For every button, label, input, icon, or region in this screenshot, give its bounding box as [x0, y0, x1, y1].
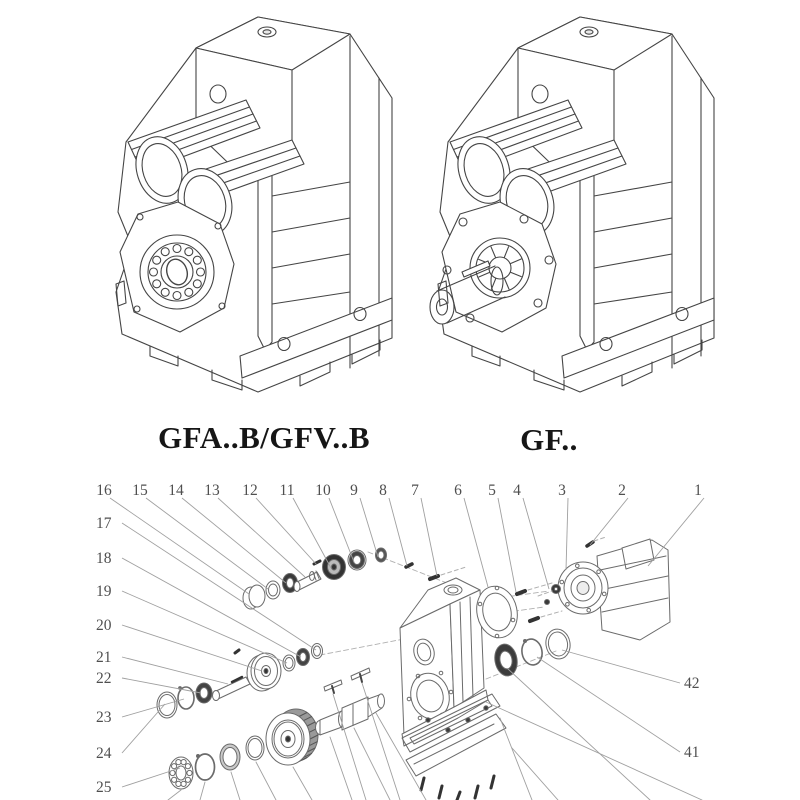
- output-helical-gear: [266, 709, 318, 765]
- part-callout-13: 13: [204, 482, 220, 499]
- part-callout-23: 23: [96, 709, 112, 726]
- part-callout-11: 11: [279, 482, 295, 499]
- input-shaft-assembly: [243, 548, 387, 609]
- leader-line-8: [389, 498, 407, 566]
- part-callout-15: 15: [132, 482, 148, 499]
- part-callout-17: 17: [96, 515, 112, 532]
- exploded-diagram: [157, 537, 702, 800]
- part-callout-25: 25: [96, 779, 112, 796]
- part-callout-1: 1: [694, 482, 702, 499]
- leader-line-3: [566, 498, 568, 570]
- exploded-gear-housing: [400, 578, 488, 746]
- leader-line-9: [360, 498, 378, 557]
- leader-line-11: [293, 498, 331, 568]
- part-callout-42: 42: [684, 675, 700, 692]
- part-callout-9: 9: [350, 482, 358, 499]
- part-callout-21: 21: [96, 649, 112, 666]
- output-shaft-and-keys: [316, 668, 385, 735]
- part-callout-4: 4: [513, 482, 521, 499]
- leader-line-2: [590, 498, 628, 545]
- part-callout-12: 12: [242, 482, 258, 499]
- part-number-callouts: [96, 482, 702, 796]
- part-callout-7: 7: [411, 482, 419, 499]
- part-callout-18: 18: [96, 550, 112, 567]
- leader-line-21: [122, 657, 228, 684]
- leader-line-6: [464, 498, 488, 587]
- part-callout-24: 24: [96, 745, 112, 762]
- model-label-right: GF..: [520, 422, 578, 457]
- part-callout-10: 10: [315, 482, 331, 499]
- leader-line-10: [329, 498, 354, 562]
- part-callout-16: 16: [96, 482, 112, 499]
- part-callout-6: 6: [454, 482, 462, 499]
- part-callout-19: 19: [96, 583, 112, 600]
- part-callout-8: 8: [379, 482, 387, 499]
- leader-line-22: [122, 678, 201, 693]
- gearbox-isometric-hollow-shaft: [116, 17, 392, 392]
- leader-line-12: [256, 498, 317, 565]
- leader-line-16: [110, 498, 249, 594]
- leader-line-1: [648, 498, 704, 566]
- part-callout-5: 5: [488, 482, 496, 499]
- output-bearing-train: [169, 736, 264, 789]
- model-label-left: GFA..B/GFV..B: [157, 420, 371, 455]
- part-callout-14: 14: [168, 482, 184, 499]
- leader-line-14: [182, 498, 286, 583]
- leader-line-5: [498, 498, 516, 592]
- part-callout-2: 2: [618, 482, 626, 499]
- exploded-motor: [538, 539, 670, 640]
- cover-bolts: [421, 776, 494, 800]
- leader-line-7: [421, 498, 437, 576]
- leader-line-15: [146, 498, 268, 589]
- part-callout-41: 41: [684, 744, 700, 761]
- part-callout-22: 22: [96, 670, 112, 687]
- leader-line-4: [523, 498, 549, 589]
- leader-line-41: [537, 657, 680, 752]
- leader-line-20: [122, 625, 262, 671]
- leader-line-24: [122, 704, 165, 753]
- part-callout-20: 20: [96, 617, 112, 634]
- leader-line-42: [562, 650, 680, 683]
- gearbox-isometric-solid-shaft: [430, 17, 714, 392]
- part-callout-3: 3: [558, 482, 566, 499]
